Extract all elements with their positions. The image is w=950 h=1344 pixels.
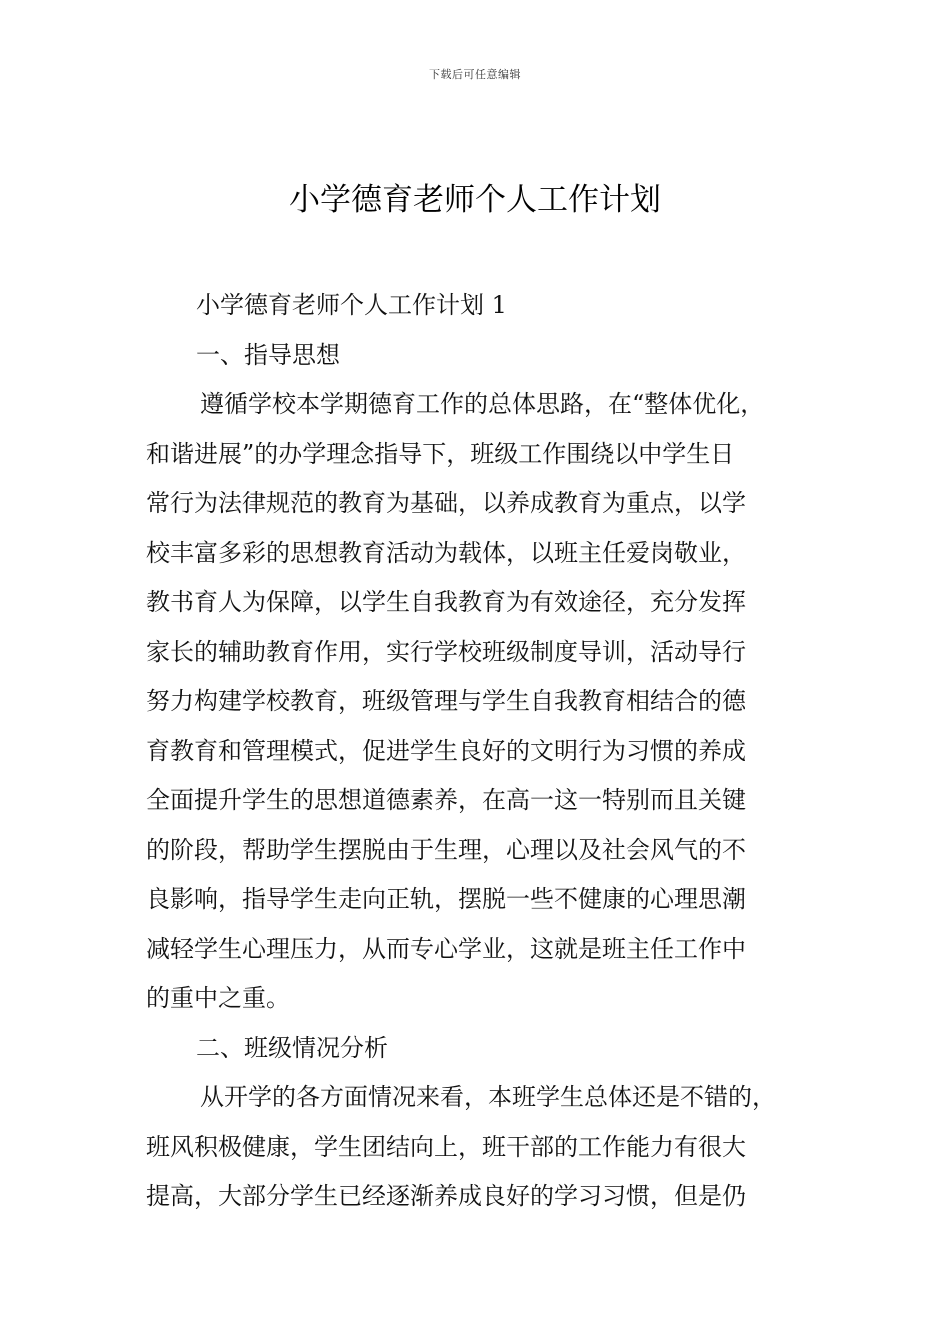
paragraph-line: 减轻学生心理压力，从而专心学业，这就是班主任工作中 [146, 934, 746, 963]
header-note: 下载后可任意编辑 [429, 68, 521, 81]
document-body [146, 281, 832, 1222]
section-heading: 二、班级情况分析 [196, 1033, 388, 1062]
paragraph-line: 良影响，指导学生走向正轨，摆脱一些不健康的心理思潮 [146, 885, 746, 913]
paragraph-line: 班风积极健康，学生团结向上，班干部的工作能力有很大 [146, 1132, 746, 1161]
paragraph-line: 提高，大部分学生已经逐渐养成良好的学习习惯，但是仍 [146, 1182, 746, 1210]
paragraph-line: 从开学的各方面情况来看，本班学生总体还是不错的， [200, 1083, 776, 1111]
paragraph-line: 和谐进展”的办学理念指导下，班级工作围绕以中学生日 [146, 439, 735, 468]
section-heading: 一、指导思想 [196, 340, 340, 369]
paragraph-line: 校丰富多彩的思想教育活动为载体，以班主任爱岗敬业， [146, 538, 746, 567]
paragraph-line: 的重中之重。 [146, 984, 290, 1012]
section-heading: 小学德育老师个人工作计划 1 [196, 291, 507, 319]
paragraph-line: 全面提升学生的思想道德素养，在高一这一特别而且关键 [146, 786, 746, 814]
paragraph-line: 的阶段，帮助学生摆脱由于生理，心理以及社会风气的不 [146, 835, 746, 864]
paragraph-line: 遵循学校本学期德育工作的总体思路，在“整体优化， [200, 390, 765, 418]
paragraph-line: 努力构建学校教育，班级管理与学生自我教育相结合的德 [146, 687, 746, 715]
paragraph-line: 家长的辅助教育作用，实行学校班级制度导训，活动导行 [146, 637, 746, 666]
document-title: 小学德育老师个人工作计划 [289, 182, 661, 218]
paragraph-line: 育教育和管理模式，促进学生良好的文明行为习惯的养成 [146, 736, 746, 765]
paragraph-line: 常行为法律规范的教育为基础，以养成教育为重点，以学 [146, 489, 746, 517]
paragraph-line: 教书育人为保障，以学生自我教育为有效途径，充分发挥 [146, 588, 746, 616]
